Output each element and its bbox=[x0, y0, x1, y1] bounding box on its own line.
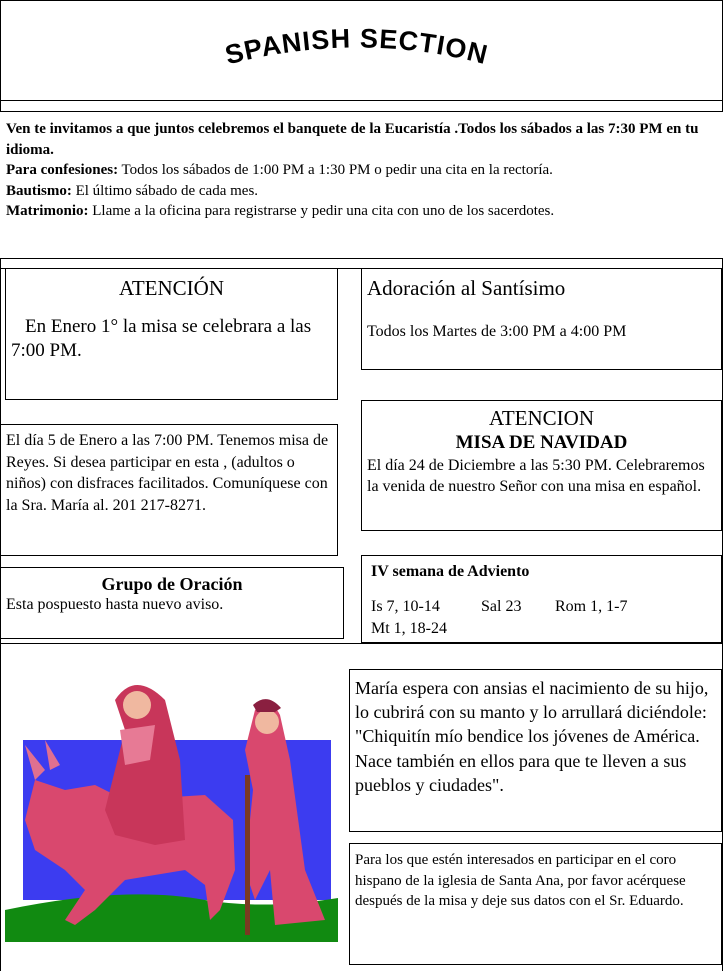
adoration-heading: Adoración al Santísimo bbox=[367, 276, 566, 300]
attention-text: En Enero 1° la misa se celebrara a las 7:00 PM. bbox=[11, 316, 312, 361]
illustration-svg bbox=[5, 670, 338, 942]
christmas-text: El día 24 de Diciembre a las 5:30 PM. Celebraremos la venida de nuestro Señor con una misa en español. bbox=[367, 457, 705, 495]
svg-text:SPANISH SECTION bbox=[222, 23, 491, 70]
joseph-face bbox=[255, 710, 279, 734]
choir-box bbox=[349, 843, 722, 965]
advent-readings bbox=[371, 596, 712, 640]
divider bbox=[0, 100, 723, 101]
reading: Rom 1, 1-7 bbox=[555, 598, 628, 615]
attention-box bbox=[5, 268, 338, 400]
attention-heading: ATENCIÓN bbox=[119, 276, 224, 300]
advent-heading: IV semana de Adviento bbox=[371, 563, 530, 580]
reading: Is 7, 10-14 bbox=[371, 598, 440, 615]
christmas-heading: ATENCION bbox=[489, 406, 594, 430]
choir-text: Para los que estén interesados en participar en el coro hispano de la iglesia de Santa Ana, por favor acérquese después de la misa y deje sus datos con el Sr. Eduardo. bbox=[355, 852, 686, 909]
advent-box bbox=[361, 555, 722, 643]
divider bbox=[0, 643, 723, 644]
title-text: SPANISH SECTION bbox=[222, 23, 492, 71]
holy-family-illustration bbox=[5, 670, 338, 942]
reyes-box bbox=[0, 424, 338, 556]
maria-text: María espera con ansias el nacimiento de su hijo, lo cubrirá con su manto y lo arrullará diciéndole: "Chiquitín mío bendice los jóvenes de América. Nace también en ellos para que te lleven a sus pueblos y ciudades". bbox=[355, 678, 709, 795]
joseph-hat bbox=[253, 699, 281, 712]
title-arc bbox=[0, 0, 723, 100]
divider bbox=[0, 258, 723, 259]
christmas-box bbox=[361, 400, 722, 531]
invite-text: Ven te invitamos a que juntos celebremos el banquete de la Eucaristía .Todos los sábados a las 7:30 PM en tu idioma. bbox=[6, 121, 699, 158]
mary-face bbox=[123, 691, 151, 719]
prayer-heading: Grupo de Oración bbox=[101, 574, 243, 594]
prayer-text: Esta pospuesto hasta nuevo aviso. bbox=[6, 596, 224, 613]
marriage-line: Matrimonio: Llame a la oficina para registrarse y pedir una cita con uno de los sacerdotes. bbox=[6, 203, 555, 219]
mary-arm bbox=[120, 725, 155, 765]
maria-box bbox=[349, 669, 722, 832]
page-title bbox=[0, 0, 723, 100]
prayer-box bbox=[0, 567, 344, 639]
staff bbox=[245, 775, 250, 935]
confessions-line: Para confesiones: Todos los sábados de 1:00 PM a 1:30 PM o pedir una cita en la rectoría. bbox=[6, 162, 553, 178]
baptism-line: Bautismo: El último sábado de cada mes. bbox=[6, 182, 259, 199]
adoration-text: Todos los Martes de 3:00 PM a 4:00 PM bbox=[367, 323, 627, 340]
reyes-text: El día 5 de Enero a las 7:00 PM. Tenemos misa de Reyes. Si desea participar en esta , (adultos o niños) con disfraces facilitados. Comuníquese con la Sra. María al. 201 217-8271. bbox=[6, 432, 329, 514]
christmas-subheading: MISA DE NAVIDAD bbox=[455, 432, 628, 453]
adoration-box bbox=[361, 268, 722, 370]
reading: Sal 23 bbox=[481, 598, 522, 615]
reading: Mt 1, 18-24 bbox=[371, 620, 447, 637]
intro-section bbox=[0, 112, 723, 258]
